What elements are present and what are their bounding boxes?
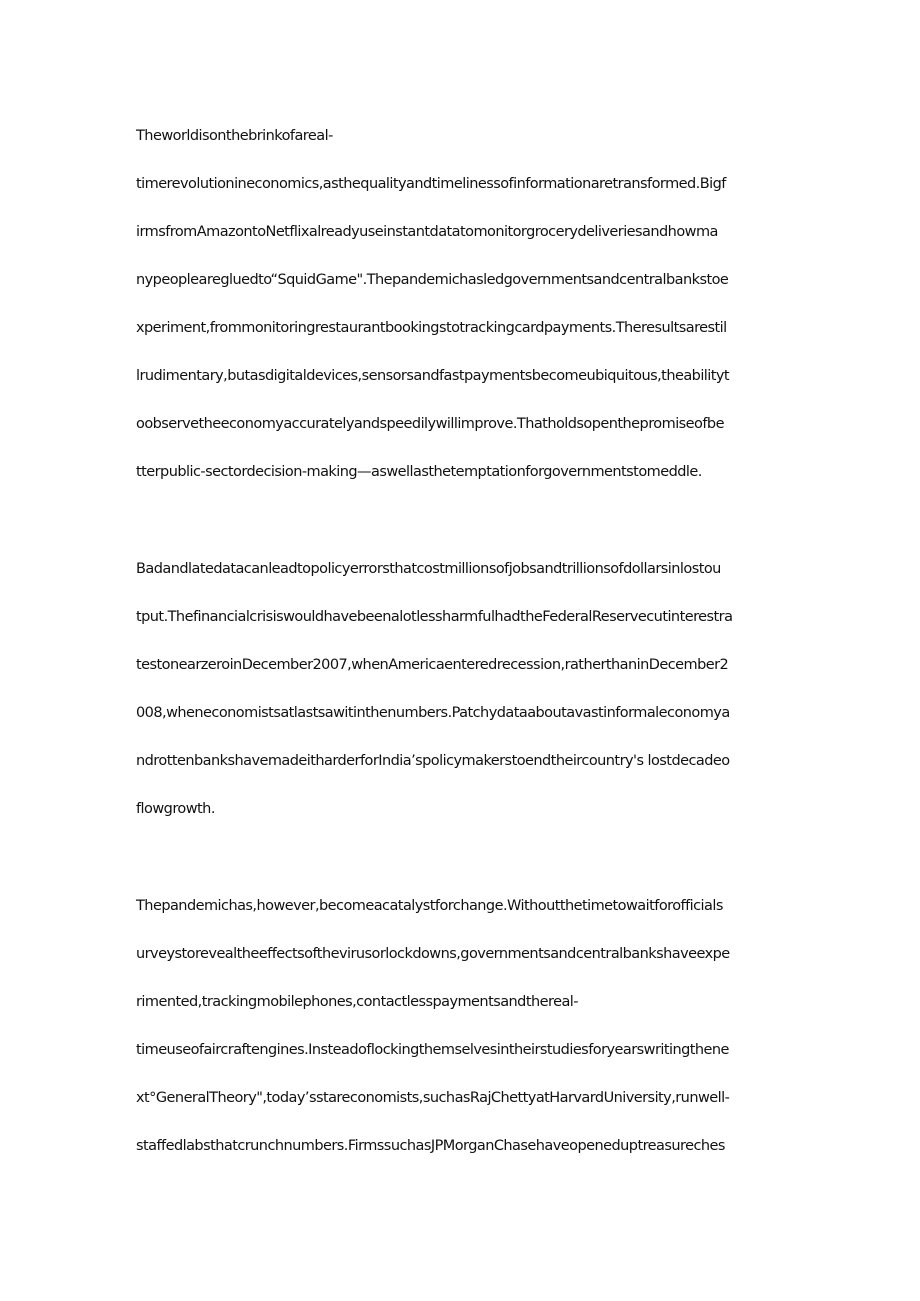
text-line: staffedlabsthatcrunchnumbers.FirmssuchasJPMorganChasehaveopeneduptreasureches <box>136 1138 725 1154</box>
text-line: timerevolutionineconomics,asthequalityandtimelinessofinformationaretransformed.Bigf <box>136 176 726 192</box>
text-line: 008,wheneconomistsatlastsawitinthenumbers.Patchydataaboutavastinformaleconomya <box>136 705 730 721</box>
text-line: irmsfromAmazontoNetflixalreadyuseinstantdatatomonitorgrocerydeliveriesandhowma <box>136 224 718 240</box>
text-line: lrudimentary,butasdigitaldevices,sensorsandfastpaymentsbecomeubiquitous,theabilityt <box>136 368 730 384</box>
text-line: urveystorevealtheeffectsofthevirusorlockdowns,governmentsandcentralbankshaveexpe <box>136 946 730 962</box>
text-line: ndrottenbankshavemadeitharderforIndia’spolicymakerstoendtheircountry's lostdecadeo <box>136 753 730 769</box>
text-line: testonearzeroinDecember2007,whenAmericaenteredrecession,ratherthaninDecember2 <box>136 657 729 673</box>
text-line: nypeoplearegluedto“SquidGame".Thepandemichasledgovernmentsandcentralbankstoe <box>136 272 729 288</box>
text-line: xperiment,frommonitoringrestaurantbookingstotrackingcardpayments.Theresultsarestil <box>136 320 727 336</box>
text-line: Theworldisonthebrinkofareal- <box>136 128 333 144</box>
text-line: rimented,trackingmobilephones,contactlesspaymentsandthereal- <box>136 994 578 1010</box>
text-line: timeuseofaircraftengines.Insteadoflockingthemselvesintheirstudiesforyearswritingthene <box>136 1042 729 1058</box>
text-line: oobservetheeconomyaccuratelyandspeedilywillimprove.Thatholdsopenthepromiseofbe <box>136 416 724 432</box>
text-line: tput.ThefinancialcrisiswouldhavebeenalotlessharmfulhadtheFederalReservecutinterestra <box>136 609 733 625</box>
text-line: tterpublic-sectordecision-making—aswellasthetemptationforgovernmentstomeddle. <box>136 464 702 480</box>
text-line: Badandlatedatacanleadtopolicyerrorsthatcostmillionsofjobsandtrillionsofdollarsinlostou <box>136 561 721 577</box>
text-line: Thepandemichas,however,becomeacatalystforchange.Withoutthetimetowaitforofficials <box>136 898 723 914</box>
text-line: xt°GeneralTheory",today’sstareconomists,suchasRajChettyatHarvardUniversity,runwell- <box>136 1090 730 1106</box>
text-line: flowgrowth. <box>136 801 215 817</box>
